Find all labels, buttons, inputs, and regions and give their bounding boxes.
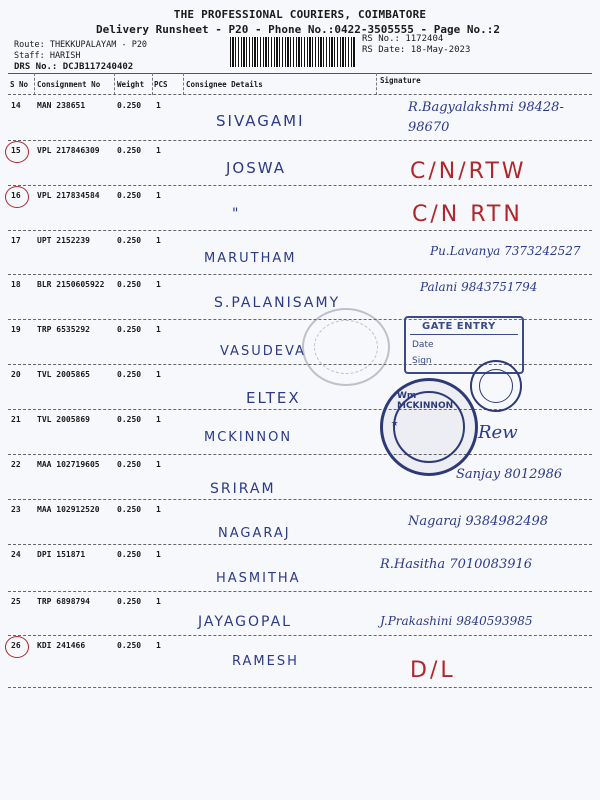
row-sno: 20 <box>11 370 21 379</box>
rs-number: RS No.: 1172404 <box>362 34 444 44</box>
consignee-handwriting: VASUDEVA <box>220 344 306 359</box>
header-bottom-rule <box>8 94 592 95</box>
row-consignment: MAA 102719605 <box>37 460 100 469</box>
row-pcs: 1 <box>156 146 161 155</box>
col-header-consignee: Consignee Details <box>186 80 263 89</box>
row-weight: 0.250 <box>117 550 142 559</box>
signature-handwriting: R.Hasitha 7010083916 <box>380 557 533 572</box>
row-weight: 0.250 <box>117 597 142 606</box>
row-pcs: 1 <box>156 101 161 110</box>
row-sno: 19 <box>11 325 21 334</box>
row-weight: 0.250 <box>117 641 142 650</box>
row-consignment: BLR 2150605922 <box>37 280 105 289</box>
row-pcs: 1 <box>156 415 161 424</box>
table-row <box>0 592 600 636</box>
row-pcs: 1 <box>156 236 161 245</box>
gate-entry-date-label: Date <box>412 340 434 350</box>
col-divider <box>34 73 35 95</box>
row-consignment: MAN 238651 <box>37 101 86 110</box>
faded-round-stamp <box>302 308 390 386</box>
star-icon: ★ <box>391 415 399 429</box>
row-pcs: 1 <box>156 325 161 334</box>
row-pcs: 1 <box>156 191 161 200</box>
consignee-handwriting: MCKINNON <box>204 430 293 445</box>
signature-handwriting: R.Bagyalakshmi 98428-98670 <box>408 100 564 135</box>
table-row <box>0 96 600 141</box>
row-sno: 18 <box>11 280 21 289</box>
table-row <box>0 410 600 455</box>
row-consignment: TVL 2005865 <box>37 370 90 379</box>
signature-handwriting: C/N RTN <box>412 202 523 227</box>
row-weight: 0.250 <box>117 236 142 245</box>
table-row <box>0 636 600 688</box>
col-divider <box>183 73 184 95</box>
row-weight: 0.250 <box>117 101 142 110</box>
row-pcs: 1 <box>156 550 161 559</box>
row-weight: 0.250 <box>117 505 142 514</box>
col-header-consignment: Consignment No <box>37 80 101 89</box>
row-consignment: TRP 6898794 <box>37 597 90 606</box>
row-consignment: MAA 102912520 <box>37 505 100 514</box>
consignee-handwriting: SIVAGAMI <box>216 112 305 130</box>
row-sno: 25 <box>11 597 21 606</box>
table-row <box>0 186 600 231</box>
col-divider <box>114 73 115 95</box>
gate-entry-title: GATE ENTRY <box>422 321 496 332</box>
row-sno: 26 <box>11 641 21 650</box>
signature-handwriting: J.Prakashini 9840593985 <box>380 614 533 628</box>
row-pcs: 1 <box>156 505 161 514</box>
row-sno: 22 <box>11 460 21 469</box>
consignee-handwriting: HASMITHA <box>216 571 301 586</box>
col-divider <box>152 73 153 95</box>
row-sno: 14 <box>11 101 21 110</box>
signature-handwriting: Sanjay 8012986 <box>456 467 563 482</box>
consignee-handwriting: RAMESH <box>232 654 299 669</box>
row-pcs: 1 <box>156 280 161 289</box>
signature-handwriting: Palani 9843751794 <box>420 280 538 294</box>
consignee-handwriting: ELTEX <box>246 389 301 407</box>
row-sno: 16 <box>11 191 21 200</box>
row-weight: 0.250 <box>117 146 142 155</box>
row-weight: 0.250 <box>117 280 142 289</box>
row-weight: 0.250 <box>117 191 142 200</box>
row-weight: 0.250 <box>117 325 142 334</box>
signature-handwriting: D/L <box>410 658 456 683</box>
gate-entry-sign-label: Sign <box>412 356 432 366</box>
consignee-handwriting: NAGARAJ <box>218 526 291 541</box>
row-divider <box>8 687 592 688</box>
row-pcs: 1 <box>156 370 161 379</box>
signature-handwriting: C/N/RTW <box>410 159 527 184</box>
consignee-handwriting: JOSWA <box>226 159 287 177</box>
consignee-handwriting: JAYAGOPAL <box>198 614 292 630</box>
table-top-rule <box>8 73 592 74</box>
row-pcs: 1 <box>156 460 161 469</box>
row-sno: 21 <box>11 415 21 424</box>
row-weight: 0.250 <box>117 460 142 469</box>
seal-text: Wm MCKINNON <box>397 391 454 411</box>
col-header-sno: S No <box>10 80 29 89</box>
table-row <box>0 545 600 592</box>
consignee-handwriting: S.PALANISAMY <box>214 295 341 311</box>
consignee-handwriting: MARUTHAM <box>204 251 297 266</box>
row-consignment: KDI 241466 <box>37 641 86 650</box>
col-header-pcs: PCS <box>154 80 168 89</box>
company-round-seal <box>380 378 478 476</box>
row-sno: 15 <box>11 146 21 155</box>
row-sno: 23 <box>11 505 21 514</box>
row-consignment: VPL 217846309 <box>37 146 100 155</box>
table-row <box>0 231 600 275</box>
col-header-weight: Weight <box>117 80 145 89</box>
signature-handwriting: Pu.Lavanya 7373242527 <box>430 244 581 258</box>
row-sno: 24 <box>11 550 21 559</box>
row-consignment: VPL 217834584 <box>37 191 100 200</box>
col-header-signature: Signature <box>380 76 421 85</box>
runsheet-subtitle: Delivery Runsheet - P20 - Phone No.:0422-3505555 - Page No.:2 <box>96 23 500 36</box>
barcode-image <box>230 37 356 67</box>
page-title: THE PROFESSIONAL COURIERS, COIMBATORE <box>173 8 427 21</box>
row-pcs: 1 <box>156 597 161 606</box>
row-consignment: UPT 2152239 <box>37 236 90 245</box>
consignee-handwriting: " <box>232 206 241 222</box>
route-label: Route: THEKKUPALAYAM - P20 <box>14 40 148 50</box>
row-pcs: 1 <box>156 641 161 650</box>
small-round-stamp <box>470 360 522 412</box>
row-weight: 0.250 <box>117 415 142 424</box>
signature-handwriting: Rew <box>478 422 518 443</box>
row-consignment: TVL 2005869 <box>37 415 90 424</box>
row-sno: 17 <box>11 236 21 245</box>
table-row <box>0 141 600 186</box>
rs-date: RS Date: 18-May-2023 <box>362 45 471 55</box>
staff-label: Staff: HARISH <box>14 51 81 61</box>
row-consignment: DPI 151871 <box>37 550 86 559</box>
table-row <box>0 500 600 545</box>
signature-handwriting: Nagaraj 9384982498 <box>408 514 549 529</box>
table-row <box>0 275 600 320</box>
consignee-handwriting: SRIRAM <box>210 481 276 497</box>
table-row <box>0 455 600 500</box>
row-consignment: TRP 6535292 <box>37 325 90 334</box>
row-weight: 0.250 <box>117 370 142 379</box>
drs-number: DRS No.: DCJB117240402 <box>14 62 134 72</box>
col-divider <box>376 73 377 95</box>
